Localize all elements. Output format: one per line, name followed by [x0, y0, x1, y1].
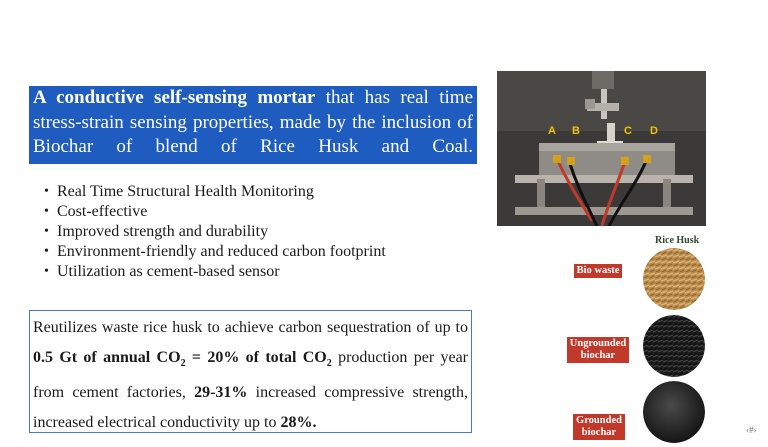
list-item — [44, 182, 386, 202]
list-item — [44, 242, 386, 262]
headline-box — [29, 86, 477, 164]
headline-bold: A conductive self-sensing mortar — [33, 87, 316, 108]
list-item — [44, 262, 386, 282]
rice-husk-sample-image — [643, 248, 705, 310]
label-a: A — [548, 125, 556, 137]
label-b: B — [572, 125, 580, 137]
grounded-biochar-sample-image — [643, 381, 705, 443]
summary-subscript: 2 — [180, 357, 186, 369]
bullet-icon: • — [44, 184, 49, 199]
summary-bold: 29-31% — [194, 384, 248, 402]
label-c: C — [624, 125, 632, 137]
ungrounded-biochar-label: Ungrounded biochar — [567, 337, 629, 363]
list-item-text: Environment-friendly and reduced carbon footprint — [57, 243, 386, 260]
list-item — [44, 222, 386, 242]
bullet-icon: • — [44, 264, 49, 279]
summary-bold: 0.5 Gt of annual CO — [33, 348, 181, 366]
bio-waste-label: Bio waste — [574, 264, 622, 278]
test-setup-photo — [497, 71, 706, 226]
list-item-text: Improved strength and durability — [57, 223, 269, 240]
summary-subscript: 2 — [326, 357, 332, 369]
feature-list — [44, 182, 386, 282]
summary-text — [33, 313, 468, 437]
list-item-text: Real Time Structural Health Monitoring — [57, 183, 314, 200]
summary-bold: = 20% of total CO — [185, 348, 327, 366]
grounded-biochar-label: Grounded biochar — [573, 414, 625, 440]
summary-bold: 28%. — [280, 413, 317, 431]
ungrounded-biochar-sample-image — [643, 315, 705, 377]
list-item-text: Utilization as cement-based sensor — [57, 263, 280, 280]
summary-box — [29, 310, 472, 433]
bullet-icon: • — [44, 244, 49, 259]
summary-part: Reutilizes waste rice husk to achieve carbon sequestration of up to — [33, 319, 468, 336]
summary-part: production per year from cement factories, — [33, 348, 469, 402]
bullet-icon: • — [44, 204, 49, 219]
rice-husk-title: Rice Husk — [655, 235, 700, 246]
list-item-text: Cost-effective — [57, 203, 148, 220]
page-number: ‹#› — [746, 425, 757, 435]
summary-part: increased compressive strength, increased electrical conductivity up to — [33, 384, 468, 431]
label-d: D — [650, 125, 658, 137]
list-item — [44, 202, 386, 222]
headline-rest: that has real time stress-strain sensing properties, made by the inclusion of Biochar of blend of Rice Husk and Coal. — [33, 87, 473, 157]
bullet-icon: • — [44, 224, 49, 239]
headline-text — [33, 86, 473, 160]
